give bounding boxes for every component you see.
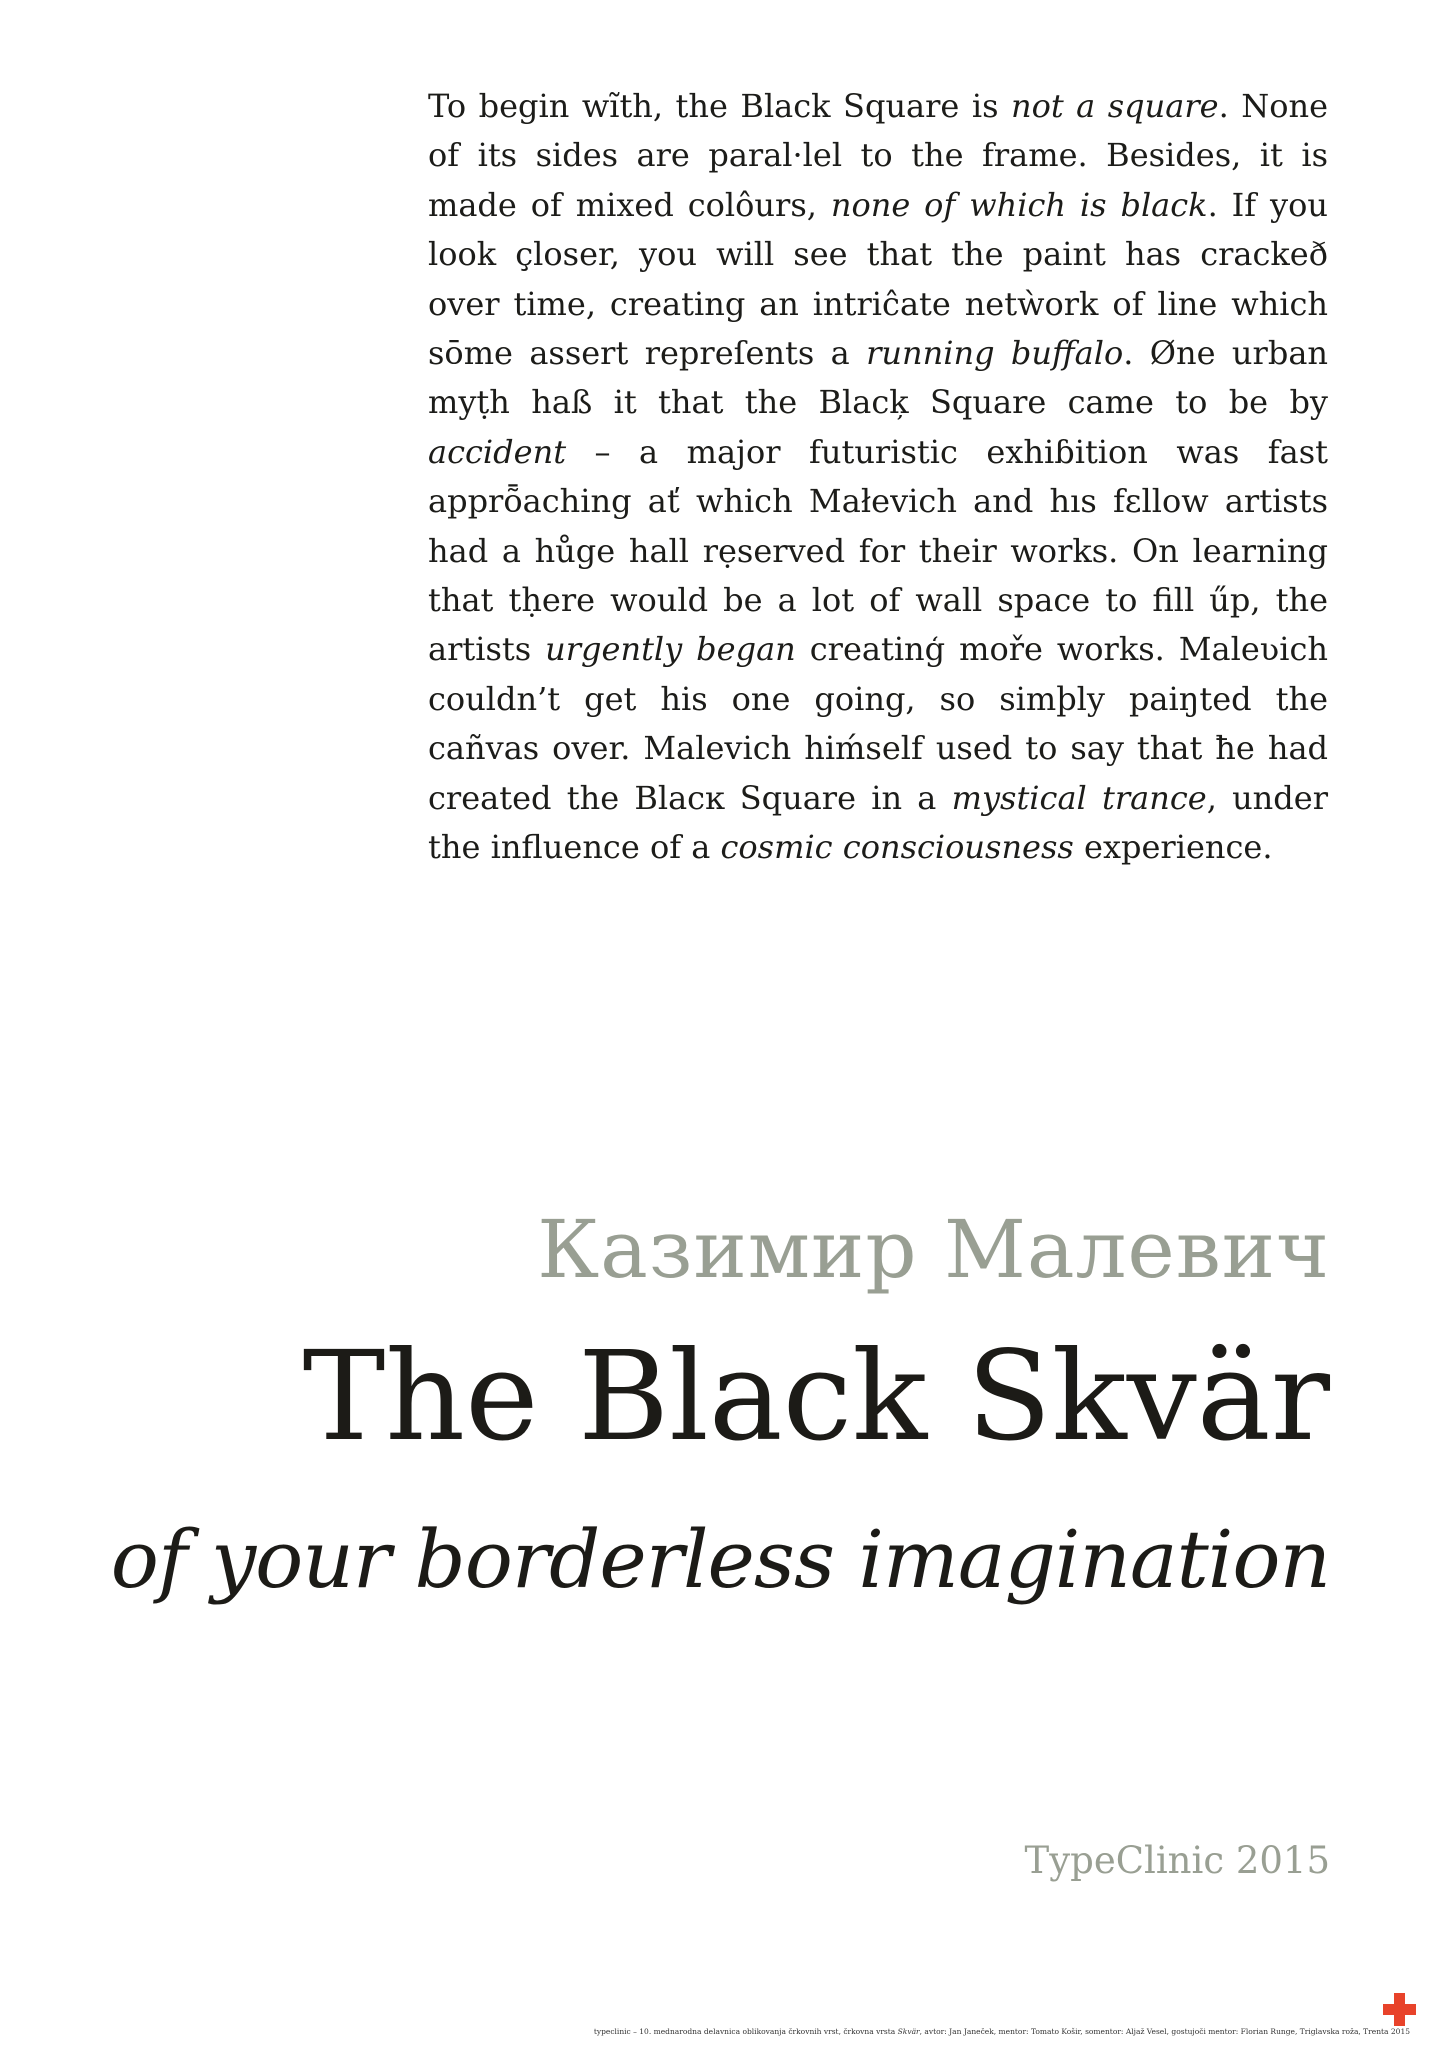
italic-segment: none of which is black [830, 185, 1208, 224]
poster-subtitle: of your borderless imagination [110, 1513, 1330, 1606]
footer-text: typeclinic – 10. mednarodna delavnica oblikovanja črkovnih vrst, črkovna vrsta [593, 2027, 898, 2036]
text-segment: – a major futuristic exhiɓition was fast apprȭaching ať which Małevich and hıs fɛllow artists had a hůge hall rẹserved for their works. On learning that tḥere would be a lot of wall space to fill űp, the artists [428, 432, 1328, 669]
text-segment: creatinģ moře works. Maleʋich couldn’t get his one going, so simþly paiŋted the cañvas over. Malevich hiḿself used to say that ħe had created the Blacĸ Square in a [428, 630, 1329, 817]
text-segment: To begin wĩth, the Black Square is [428, 87, 1011, 125]
italic-segment: running buffalo [866, 334, 1124, 373]
text-segment: experience. [1073, 828, 1273, 867]
text-segment: , under the influence of a [428, 778, 1329, 867]
author-name-cyrillic: Казимир Малевич [537, 1203, 1330, 1296]
footer-credits [594, 2026, 1410, 2038]
text-segment: . Øne urban myṭh haß it that the Blacķ Square came to be by [428, 334, 1329, 422]
poster-title: The Black Skvär [302, 1325, 1330, 1469]
italic-segment: accident [428, 432, 567, 471]
italic-segment: not a square [1010, 87, 1219, 125]
body-paragraph [428, 82, 1328, 873]
italic-segment: cosmic consciousness [720, 828, 1074, 867]
italic-segment: urgently began [545, 630, 796, 669]
footer-text: , avtor: Jan Janeček, mentor: Tomato Košir, somentor: Aljaž Vesel, gostujoči mentor: Florian Runge, Triglavska roža, Trenta 2015 [919, 2027, 1410, 2036]
footer-typeface-name: Skvär [897, 2027, 920, 2036]
event-label: TypeClinic 2015 [1024, 1839, 1330, 1882]
italic-segment: mystical trance [951, 778, 1207, 817]
text-segment: . None of its sides are paral·lel to the frame. Besides, it is made of mixed colôurs, [428, 87, 1329, 224]
red-cross-icon [1383, 1993, 1416, 2026]
text-segment: . If you look çloser, you will see that the paint has crackeð over time, creating an intriĉate netẁork of line which sōme assert repreſents a [428, 185, 1328, 373]
